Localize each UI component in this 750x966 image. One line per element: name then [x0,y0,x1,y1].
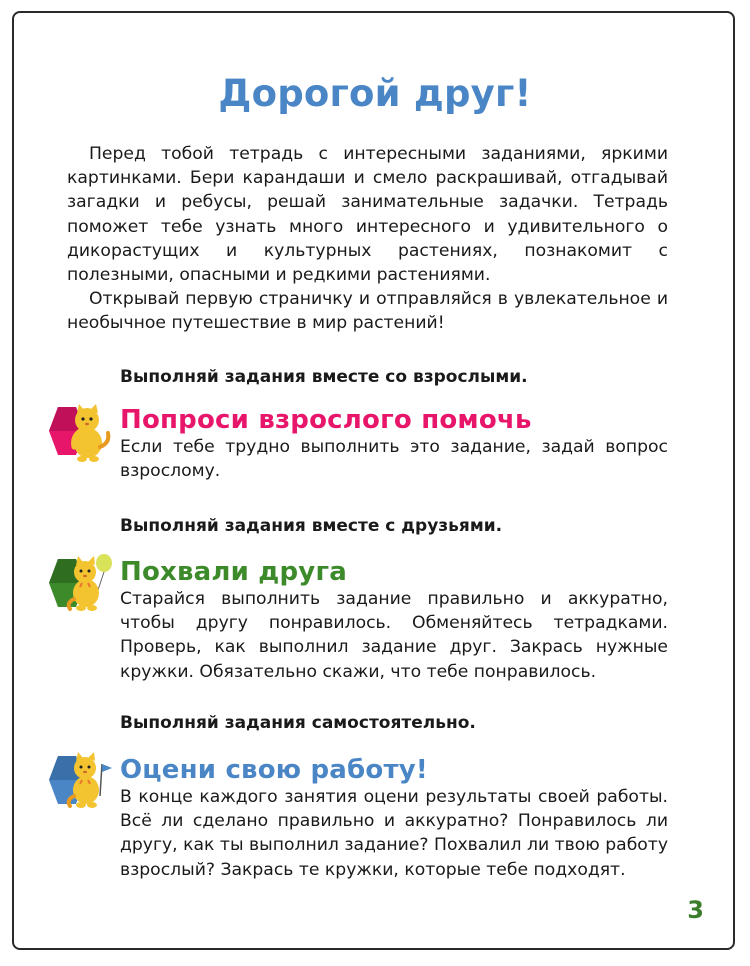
rule-with-friends: Выполняй задания вместе с друзьями. [120,516,503,536]
rule-independently: Выполняй задания самостоятельно. [120,713,476,733]
page-number: 3 [687,896,704,924]
section-heading: Попроси взрослого помочь [120,405,532,435]
intro-paragraph: Перед тобой тетрадь с интересными заданиями, яркими картинками. Бери карандаши и смело раскрашивай, отгадывай загадки и ребусы, решай занимательные задачки. Тетрадь поможет тебе узнать много интересного и удивительного о дикорастущих и культурных растениях, познакомит с полезными, опасными и редкими растениями. [67,144,668,286]
rule-with-adults: Выполняй задания вместе со взрослыми. [120,367,528,387]
cat-flag-icon [42,750,118,814]
cat-balloon-icon [42,553,118,617]
intro-text [67,142,668,336]
page-title: Дорогой друг! [218,72,532,115]
section-praise-friend [120,557,668,684]
cat-adult-help-icon [42,403,118,467]
section-heading: Похвали друга [120,557,347,587]
section-text: Старайся выполнить задание правильно и аккуратно, чтобы другу понравилось. Обменяйтесь тетрадками. Проверь, как выполнил задание друг. Закрась нужные кружки. Обязательно скажи, что тебе понравилось. [120,589,668,682]
section-text: Если тебе трудно выполнить это задание, задай вопрос взрослому. [120,437,668,482]
intro-paragraph: Открывай первую страничку и отправляйся в увлекательное и необычное путешествие в мир растений! [67,289,668,334]
section-heading: Оцени свою работу! [120,755,428,785]
section-adult-help [120,405,668,483]
section-text: В конце каждого занятия оцени результаты своей работы. Всё ли сделано правильно и аккуратно? Понравилось ли другу, как ты выполнил задание? Похвалил ли твою работу взрослый? Закрась те кружки, которые тебе подходят. [120,787,668,880]
section-self-assessment [120,755,668,882]
